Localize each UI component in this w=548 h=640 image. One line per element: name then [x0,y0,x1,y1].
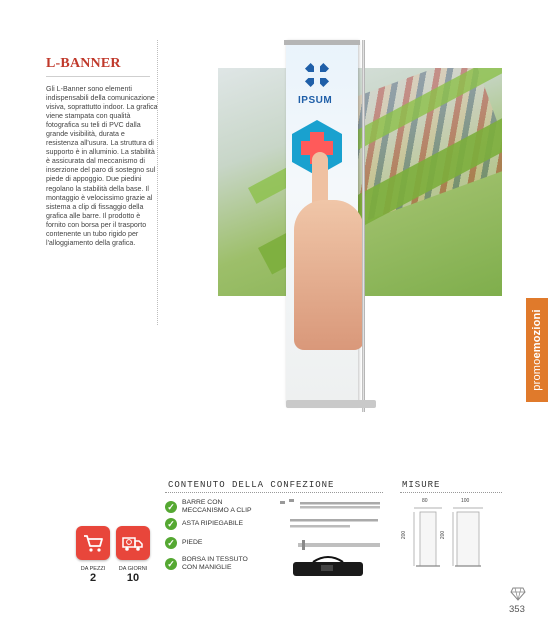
check-icon: ✓ [165,518,177,530]
measures-divider [400,492,502,493]
clip-bars-image [280,496,380,508]
contents-item [165,499,262,514]
min-quantity-badge [76,526,110,560]
measures-title: MISURE [402,480,441,490]
measure-width-label: 80 [422,498,428,504]
contents-item-label: BORSA IN TESSUTO CON MANIGLIE [182,556,248,571]
measure-height-label: 200 [401,530,408,540]
contents-item-label: BARRE CON MECCANISMO A CLIP [182,499,252,514]
product-description: Gli L-Banner sono elementi indispensabili della comunicazione visiva, soprattutto indoor. La grafica viene stampata con qualità fotografica su teli di PVC dalla grande visibilità, durata e resistenza all'usura. La struttura di supporto è in alluminio. La stabilità è assicurata dal meccanismo di inserzione del paro di sostegno sul piede di appoggio. Due piedini regolano la stabilità della base. Il montaggio è velocissimo grazie al sistema a clip di fissaggio della grafica alle barre. Il prodotto è fornito con borsa per il trasporto contenente un tubo rigido per l'alloggiamento della grafica. [46,85,158,247]
base-foot-image [298,537,380,547]
product-title: L-BANNER [46,56,121,71]
contents-item [165,537,262,549]
diamond-logo-icon [510,587,526,601]
min-quantity-caption: DA PEZZI [80,566,106,572]
delivery-days-caption: DA GIORNI [118,566,148,572]
hand-image [294,200,364,350]
min-quantity-value: 2 [89,572,97,584]
column-divider [157,40,158,325]
delivery-days-value: 10 [126,572,140,584]
category-label [531,309,543,390]
cart-icon [82,532,104,554]
contents-item-label: PIEDE [182,539,203,547]
check-icon: ✓ [165,537,177,549]
banner-pole [362,40,365,412]
folding-pole-image [290,516,380,528]
carry-bag-image [293,552,363,578]
banner-base [286,400,376,408]
l-banner-graphic [286,40,358,405]
measure-width-label: 100 [461,498,470,504]
contents-item [165,556,262,571]
contents-divider [165,492,383,493]
contents-item [165,518,262,530]
delivery-days-badge [116,526,150,560]
contents-title: CONTENUTO DELLA CONFEZIONE [168,480,335,490]
category-prefix: promo [531,358,543,391]
measure-drawing-100 [440,498,487,572]
check-icon: ✓ [165,558,177,570]
page-number: 353 [509,604,525,615]
medical-cross-logo-icon [302,60,332,90]
banner-top-bar [284,40,360,45]
category-suffix: emozioni [531,309,543,359]
delivery-truck-icon [122,532,144,554]
contents-item-label: ASTA RIPIEGABILE [182,520,244,528]
check-icon: ✓ [165,501,177,513]
banner-brand-text: IPSUM [298,95,333,106]
title-divider [46,76,150,77]
measure-height-label: 200 [440,530,447,540]
